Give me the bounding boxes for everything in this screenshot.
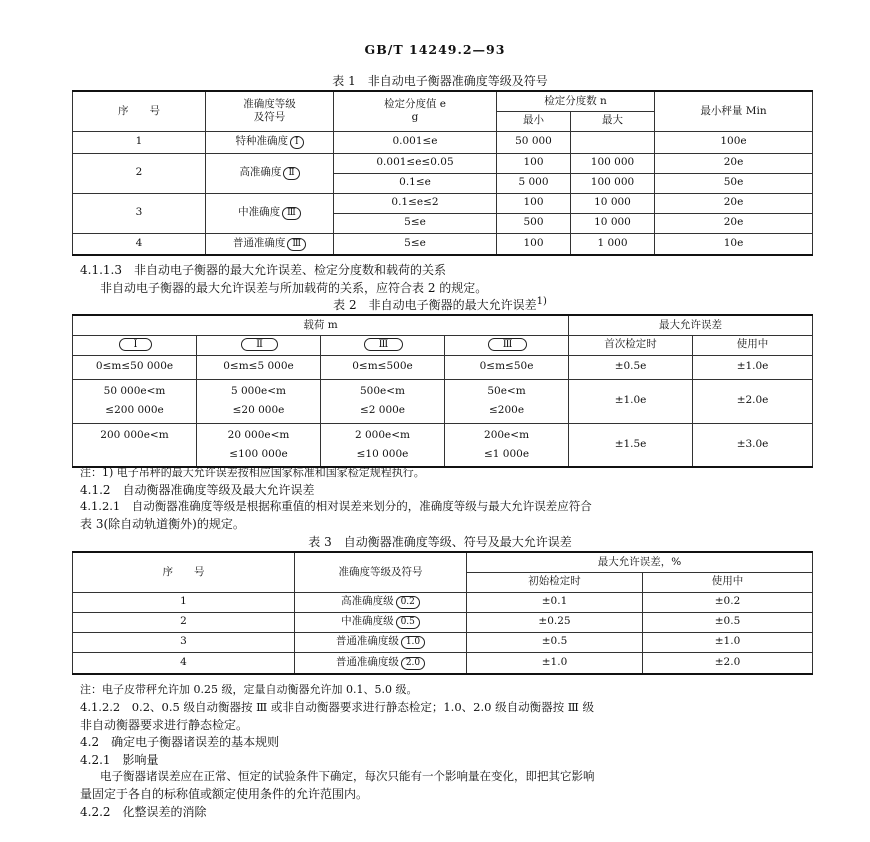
- cell-line: 20 000e<m: [227, 428, 290, 441]
- table1-header-e-line1: 检定分度值 e: [383, 98, 447, 111]
- table-row: [73, 233, 813, 255]
- cell-line: ≤100 000e: [229, 447, 288, 460]
- cell-line: 500e<m: [359, 384, 405, 397]
- table1-cell-nmax: 10 000: [571, 213, 655, 233]
- table-row: [73, 423, 813, 467]
- table1-header-grade-line1: 准确度等级: [243, 98, 296, 111]
- cell-line: 200 000e<m: [100, 428, 169, 441]
- clause-4-1-2: 4.1.2 自动衡器准确度等级及最大允许误差: [80, 483, 315, 497]
- table3-header-use: 使用中: [643, 572, 813, 592]
- table3-header-grade: 准确度等级及符号: [295, 552, 467, 592]
- paragraph: 非自动衡器要求进行静态检定。: [80, 718, 249, 732]
- table2-cell: [73, 423, 197, 467]
- table1-header-e-line2: g: [411, 111, 419, 124]
- table1-cell-e: 0.001≤e: [334, 131, 497, 153]
- table2-cell: 0≤m≤50 000e: [73, 355, 197, 379]
- table3-cell-use: ±1.0: [643, 632, 813, 652]
- table2-cell: [445, 423, 569, 467]
- accuracy-class-mark: Ⅲ: [488, 338, 528, 351]
- grade-label: 普通准确度级: [335, 635, 399, 647]
- table2-cell-use: ±3.0e: [693, 423, 813, 467]
- table1-header-nmin: 最小: [497, 111, 571, 131]
- table3-cell-grade: [295, 652, 467, 674]
- table1-cell-min: 10e: [655, 233, 813, 255]
- paragraph: 电子衡器诸误差应在正常、恒定的试验条件下确定，每次只能有一个影响量在变化，即把其它影响: [100, 769, 595, 783]
- table2-class-mark: [445, 335, 569, 355]
- table2-cell-first: ±1.0e: [569, 379, 693, 423]
- clause-4-2-1: 4.2.1 影响量: [80, 753, 159, 767]
- table1-header-grade: [206, 91, 334, 131]
- table1-cell-grade: [206, 153, 334, 193]
- cell-line: ≤1 000e: [483, 447, 530, 460]
- grade-label: 特种准确度: [235, 135, 288, 147]
- table1-cell-nmax: 100 000: [571, 153, 655, 173]
- cell-line: 200e<m: [484, 428, 530, 441]
- clause-4-1-2-2: 4.1.2.2 0.2、0.5 级自动衡器按 Ⅲ 或非自动衡器要求进行静态检定；1.0、2.0 级自动衡器按 Ⅲ 级: [80, 700, 594, 714]
- cell-line: ≤200e: [488, 404, 525, 416]
- table3-cell-use: ±2.0: [643, 652, 813, 674]
- cell-line: ≤2 000e: [359, 404, 406, 416]
- table1-cell-no: 1: [73, 131, 206, 153]
- accuracy-class-mark: Ⅲ: [287, 238, 306, 251]
- table1-cell-nmin: 100: [497, 193, 571, 213]
- table1-header-e: [334, 91, 497, 131]
- table2-cell: [73, 379, 197, 423]
- table2-cell: 0≤m≤5 000e: [197, 355, 321, 379]
- cell-line: 50 000e<m: [103, 384, 166, 397]
- table-row: [73, 632, 813, 652]
- clause-4-2: 4.2 确定电子衡器诸误差的基本规则: [80, 735, 280, 749]
- standard-number: GB/T 14249.2—93: [364, 42, 506, 57]
- table3-cell-no: 2: [73, 612, 295, 632]
- table1-cell-min: 20e: [655, 193, 813, 213]
- table3-header-err: 最大允许误差，%: [467, 552, 813, 572]
- table1-cell-min: 100e: [655, 131, 813, 153]
- table2-header-first: 首次检定时: [569, 335, 693, 355]
- cell-line: 2 000e<m: [354, 428, 411, 441]
- table1-header-nmax: 最大: [571, 111, 655, 131]
- grade-label: 普通准确度: [232, 236, 286, 249]
- paragraph: 非自动电子衡器的最大允许误差与所加载荷的关系，应符合表 2 的规定。: [100, 281, 488, 295]
- table-row: [73, 592, 813, 612]
- table2-cell: [321, 423, 445, 467]
- table1-header-min: 最小秤量 Min: [655, 91, 813, 131]
- table3-header-first: 初始检定时: [467, 572, 643, 592]
- table3-cell-no: 4: [73, 652, 295, 674]
- table-row: [73, 131, 813, 153]
- grade-label: 高准确度级: [341, 595, 394, 607]
- table1-cell-nmin: 50 000: [497, 131, 571, 153]
- cell-line: ≤20 000e: [232, 404, 285, 416]
- table3: [72, 551, 813, 675]
- accuracy-class-mark: Ⅲ: [282, 207, 301, 220]
- table1-cell-nmin: 500: [497, 213, 571, 233]
- table1-cell-grade: [206, 233, 334, 255]
- table-row: [73, 652, 813, 674]
- clause-4-1-1-3: 4.1.1.3 非自动电子衡器的最大允许误差、检定分度数和载荷的关系: [80, 263, 446, 277]
- table1-cell-min: 50e: [655, 173, 813, 193]
- clause-4-1-2-1: 4.1.2.1 自动衡器准确度等级是根据称重值的相对误差来划分的，准确度等级与最大允许误差应符合: [80, 499, 592, 513]
- table2-cell: [197, 423, 321, 467]
- table1-cell-no: 4: [73, 233, 206, 255]
- table1: [72, 90, 813, 256]
- table3-cell-first: ±0.5: [467, 632, 643, 652]
- table3-cell-use: ±0.5: [643, 612, 813, 632]
- table2-cell-use: ±1.0e: [693, 355, 813, 379]
- table1-cell-no: 3: [73, 193, 206, 233]
- accuracy-class-mark: Ⅰ: [119, 338, 153, 351]
- paragraph: 表 3(除自动轨道衡外)的规定。: [80, 517, 245, 531]
- table1-cell-nmin: 100: [497, 153, 571, 173]
- accuracy-class-mark: 1.0: [401, 636, 425, 649]
- table1-header-n: 检定分度数 n: [497, 91, 655, 111]
- table-row: [73, 193, 813, 213]
- cell-line: [75, 448, 194, 461]
- table1-cell-no: 2: [73, 153, 206, 193]
- grade-label: 普通准确度级: [335, 655, 399, 668]
- table2-cell: 0≤m≤500e: [321, 355, 445, 379]
- table2-footnote: 注：1) 电子吊秤的最大允许误差按相应国家标准和国家检定规程执行。: [80, 466, 425, 479]
- table2-cell-first: ±0.5e: [569, 355, 693, 379]
- table3-cell-no: 1: [73, 592, 295, 612]
- table3-header-no: 序 号: [73, 552, 295, 592]
- table1-caption: 表 1 非自动电子衡器准确度等级及符号: [332, 74, 548, 88]
- table3-cell-grade: [295, 632, 467, 652]
- clause-4-2-2: 4.2.2 化整误差的消除: [80, 805, 207, 819]
- table-row: [73, 355, 813, 379]
- table-row: [73, 379, 813, 423]
- table1-cell-min: 20e: [655, 213, 813, 233]
- table1-cell-nmin: 5 000: [497, 173, 571, 193]
- table1-cell-min: 20e: [655, 153, 813, 173]
- table1-cell-e: 5≤e: [334, 213, 497, 233]
- table2-cell: [321, 379, 445, 423]
- footnote-mark: 1): [536, 296, 547, 307]
- table2-cell: [445, 379, 569, 423]
- table2-cell-use: ±2.0e: [693, 379, 813, 423]
- table1-cell-nmax: 1 000: [571, 233, 655, 255]
- table1-cell-e: 0.1≤e≤2: [334, 193, 497, 213]
- cell-line: ≤200 000e: [105, 404, 164, 416]
- table2-header-err: 最大允许误差: [569, 315, 813, 335]
- table1-cell-grade: [206, 193, 334, 233]
- table3-cell-no: 3: [73, 632, 295, 652]
- table1-cell-e: 5≤e: [334, 233, 497, 255]
- table1-cell-nmax: 10 000: [571, 193, 655, 213]
- grade-label: 高准确度: [239, 166, 282, 178]
- accuracy-class-mark: 0.5: [396, 616, 420, 629]
- accuracy-class-mark: Ⅱ: [241, 338, 278, 351]
- table2-header-load: 载荷 m: [73, 315, 569, 335]
- table1-cell-e: 0.1≤e: [334, 173, 497, 193]
- table3-cell-first: ±0.25: [467, 612, 643, 632]
- table1-cell-e: 0.001≤e≤0.05: [334, 153, 497, 173]
- accuracy-class-mark: Ⅱ: [283, 167, 299, 180]
- table3-cell-use: ±0.2: [643, 592, 813, 612]
- accuracy-class-mark: 2.0: [401, 657, 425, 670]
- table2-class-mark: [73, 335, 197, 355]
- table3-cell-grade: [295, 612, 467, 632]
- table2-cell-first: ±1.5e: [569, 423, 693, 467]
- table1-cell-nmax: [571, 131, 655, 153]
- table1-cell-nmax: 100 000: [571, 173, 655, 193]
- table2: [72, 314, 813, 468]
- table1-cell-nmin: 100: [497, 233, 571, 255]
- accuracy-class-mark: Ⅰ: [290, 136, 304, 149]
- table2-header-use: 使用中: [693, 335, 813, 355]
- table2-caption-text: 表 2 非自动电子衡器的最大允许误差: [333, 298, 537, 312]
- table3-cell-first: ±0.1: [467, 592, 643, 612]
- table2-cell: 0≤m≤50e: [445, 355, 569, 379]
- cell-line: ≤10 000e: [356, 447, 409, 460]
- table2-class-mark: [321, 335, 445, 355]
- cell-line: 50e<m: [487, 384, 526, 397]
- table3-cell-grade: [295, 592, 467, 612]
- table-row: [73, 153, 813, 173]
- table3-footnote: 注：电子皮带秤允许加 0.25 级，定量自动衡器允许加 0.1、5.0 级。: [80, 683, 418, 696]
- grade-label: 中准确度: [238, 206, 281, 218]
- table3-cell-first: ±1.0: [467, 652, 643, 674]
- table1-header-grade-line2: 及符号: [253, 111, 286, 124]
- cell-line: 5 000e<m: [230, 384, 287, 397]
- table2-cell: [197, 379, 321, 423]
- table1-cell-grade: [206, 131, 334, 153]
- accuracy-class-mark: 0.2: [396, 596, 420, 609]
- table2-class-mark: [197, 335, 321, 355]
- table3-caption: 表 3 自动衡器准确度等级、符号及最大允许误差: [308, 535, 572, 549]
- paragraph: 量固定于各自的标称值或额定使用条件的允许范围内。: [80, 787, 369, 801]
- accuracy-class-mark: Ⅲ: [364, 338, 404, 351]
- table2-caption: [270, 296, 610, 313]
- table-row: [73, 612, 813, 632]
- grade-label: 中准确度级: [341, 615, 394, 627]
- table1-header-no: 序 号: [73, 91, 206, 131]
